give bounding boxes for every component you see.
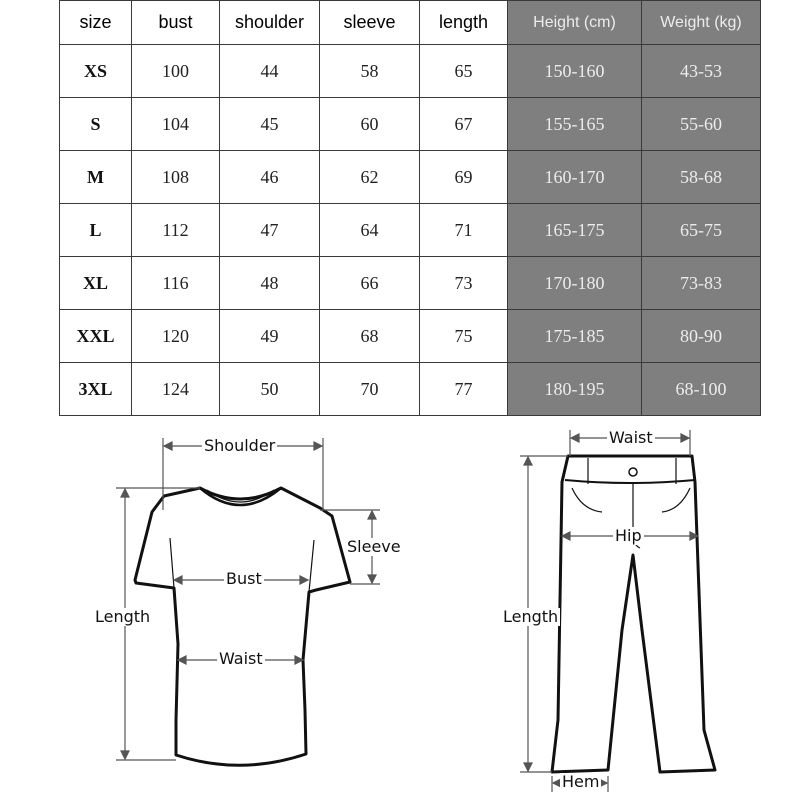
cell-size: M	[60, 151, 132, 204]
cell-length: 71	[420, 204, 508, 257]
pants-length-label: Length	[503, 607, 559, 626]
cell-bust: 112	[132, 204, 220, 257]
shirt-outline	[135, 488, 350, 765]
cell-height: 170-180	[508, 257, 642, 310]
cell-length: 75	[420, 310, 508, 363]
header-shoulder: shoulder	[220, 1, 320, 45]
cell-height: 155-165	[508, 98, 642, 151]
cell-size: L	[60, 204, 132, 257]
cell-size: XXL	[60, 310, 132, 363]
cell-weight: 58-68	[642, 151, 761, 204]
cell-bust: 124	[132, 363, 220, 416]
header-sleeve: sleeve	[320, 1, 420, 45]
button-icon	[629, 468, 637, 476]
cell-length: 77	[420, 363, 508, 416]
pants-waist-label: Waist	[609, 428, 653, 447]
hip-label: Hip	[615, 526, 642, 545]
cell-bust: 108	[132, 151, 220, 204]
cell-bust: 116	[132, 257, 220, 310]
cell-weight: 80-90	[642, 310, 761, 363]
cell-size: XS	[60, 45, 132, 98]
sleeve-label: Sleeve	[347, 537, 401, 556]
table-row	[60, 257, 761, 310]
shirt-measurement-diagram	[0, 420, 420, 800]
cell-weight: 73-83	[642, 257, 761, 310]
header-weight: Weight (kg)	[642, 1, 761, 45]
cell-sleeve: 62	[320, 151, 420, 204]
cell-shoulder: 45	[220, 98, 320, 151]
cell-bust: 120	[132, 310, 220, 363]
cell-shoulder: 44	[220, 45, 320, 98]
cell-height: 165-175	[508, 204, 642, 257]
cell-size: S	[60, 98, 132, 151]
cell-height: 175-185	[508, 310, 642, 363]
cell-weight: 55-60	[642, 98, 761, 151]
cell-height: 160-170	[508, 151, 642, 204]
header-bust: bust	[132, 1, 220, 45]
cell-shoulder: 47	[220, 204, 320, 257]
table-row	[60, 98, 761, 151]
cell-weight: 68-100	[642, 363, 761, 416]
cell-shoulder: 49	[220, 310, 320, 363]
header-height: Height (cm)	[508, 1, 642, 45]
pants-measurement-diagram	[470, 420, 800, 800]
table-row	[60, 363, 761, 416]
cell-sleeve: 58	[320, 45, 420, 98]
cell-length: 65	[420, 45, 508, 98]
cell-sleeve: 70	[320, 363, 420, 416]
table-row	[60, 310, 761, 363]
cell-length: 69	[420, 151, 508, 204]
size-chart-table	[59, 0, 761, 416]
cell-bust: 100	[132, 45, 220, 98]
cell-sleeve: 60	[320, 98, 420, 151]
cell-size: 3XL	[60, 363, 132, 416]
cell-weight: 65-75	[642, 204, 761, 257]
cell-length: 67	[420, 98, 508, 151]
cell-height: 180-195	[508, 363, 642, 416]
length-label: Length	[95, 607, 151, 626]
cell-sleeve: 64	[320, 204, 420, 257]
header-length: length	[420, 1, 508, 45]
cell-shoulder: 48	[220, 257, 320, 310]
header-size: size	[60, 1, 132, 45]
shirt-illustration	[0, 420, 420, 800]
cell-bust: 104	[132, 98, 220, 151]
shoulder-label: Shoulder	[204, 436, 276, 455]
cell-sleeve: 68	[320, 310, 420, 363]
cell-weight: 43-53	[642, 45, 761, 98]
table-row	[60, 45, 761, 98]
cell-size: XL	[60, 257, 132, 310]
table-row	[60, 204, 761, 257]
table-header-row	[60, 1, 761, 45]
cell-sleeve: 66	[320, 257, 420, 310]
cell-shoulder: 50	[220, 363, 320, 416]
cell-height: 150-160	[508, 45, 642, 98]
hem-label: Hem	[562, 772, 600, 791]
table-row	[60, 151, 761, 204]
bust-label: Bust	[226, 569, 262, 588]
cell-shoulder: 46	[220, 151, 320, 204]
waist-label: Waist	[219, 649, 263, 668]
cell-length: 73	[420, 257, 508, 310]
